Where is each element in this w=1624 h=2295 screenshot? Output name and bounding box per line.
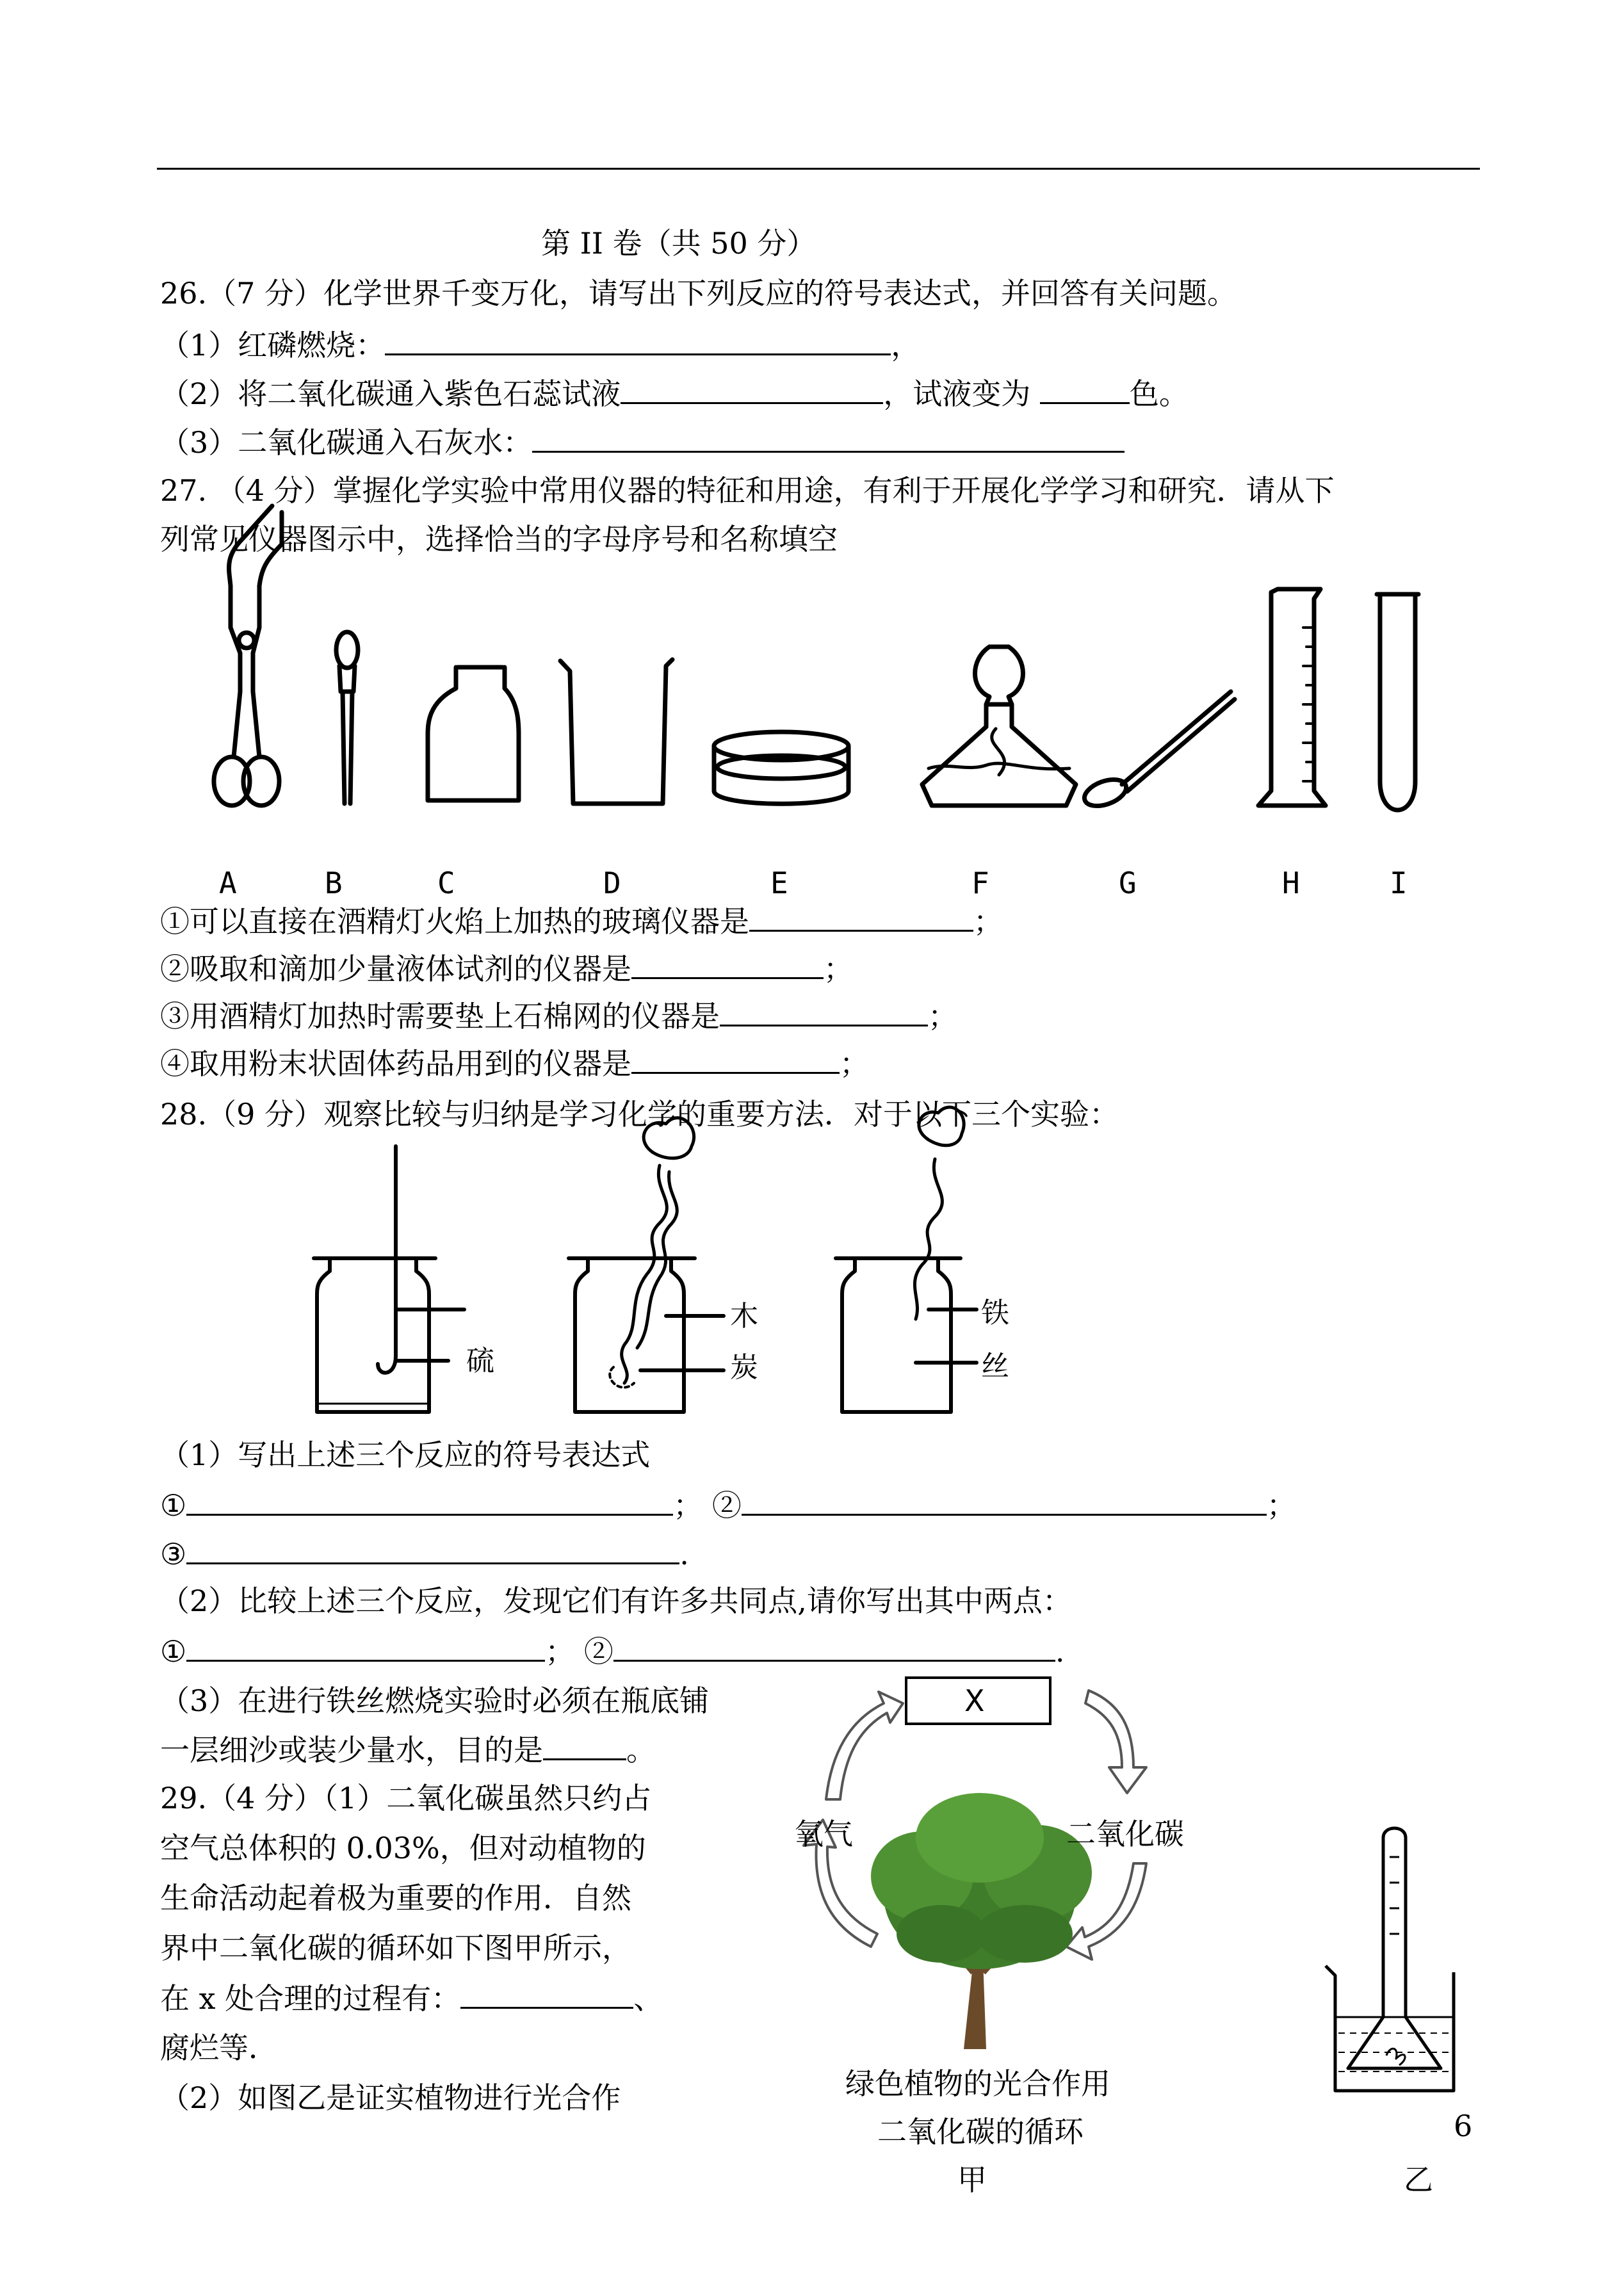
q27-item2-text: ②吸取和滴加少量液体试剂的仪器是 (160, 952, 631, 986)
label-i: I (1390, 866, 1408, 900)
q26-part1-label: （1）红磷燃烧： (160, 328, 386, 362)
q28-part3-line1: （3）在进行铁丝燃烧实验时必须在瓶底铺 (160, 1683, 710, 1718)
q26-part2-mid: ，试液变为 (883, 377, 1031, 411)
label-h: H (1282, 866, 1300, 900)
label-c: C (437, 866, 455, 900)
q26-part1-end: ， (891, 328, 921, 362)
q27-item3-end: ； (928, 999, 957, 1034)
apparatus-icon (1326, 1828, 1454, 2091)
q29-line5-text: 在 x 处合理的过程有： (160, 1981, 461, 2016)
q26-part2-end: 色。 (1129, 377, 1189, 411)
charcoal-label-2: 炭 (730, 1351, 758, 1384)
label-b: B (325, 866, 343, 900)
line-end: 。 (626, 1733, 656, 1767)
q28-part1: （1）写出上述三个反应的符号表达式 (160, 1438, 651, 1472)
label-d: D (603, 866, 621, 900)
q28-part2: （2）比较上述三个反应，发现它们有许多共同点,请你写出其中两点： (160, 1584, 1072, 1618)
circled-2: ② (583, 1634, 613, 1669)
fig-b-caption: 乙 (1404, 2162, 1433, 2197)
q28-part3-text: 一层细沙或装少量水，目的是 (160, 1733, 543, 1767)
q29-line7: （2）如图乙是证实植物进行光合作 (160, 2080, 621, 2115)
q27-item4-text: ④取用粉末状固体药品用到的仪器是 (160, 1046, 631, 1081)
circled-3: ③ (160, 1537, 187, 1571)
line-end: . (1055, 1634, 1065, 1669)
q29-line4: 界中二氧化碳的循环如下图甲所示， (160, 1931, 631, 1965)
q29-line6: 腐烂等． (160, 2031, 278, 2065)
x-label: X (964, 1683, 985, 1718)
q27-item4-end: ； (840, 1046, 869, 1081)
circled-2: ② (711, 1488, 742, 1523)
line-end: . (679, 1537, 689, 1571)
q29-line3: 生命活动起着极为重要的作用．自然 (160, 1881, 631, 1915)
q28-stem: 28.（9 分）观察比较与归纳是学习化学的重要方法．对于以下三个实验： (160, 1097, 1119, 1131)
section-title: 第 II 卷（共 50 分） (541, 226, 816, 261)
q27-item1-end: ； (973, 904, 1003, 939)
circled-1: ① (160, 1634, 187, 1669)
oxygen-label: 氧气 (794, 1817, 853, 1851)
charcoal-label-1: 木 (730, 1300, 758, 1333)
q27-item1-text: ①可以直接在酒精灯火焰上加热的玻璃仪器是 (160, 904, 749, 939)
q27-stem-line1: 27. （4 分）掌握化学实验中常用仪器的特征和用途，有利于开展化学学习和研究．请从下 (160, 473, 1335, 508)
sulfur-label: 硫 (466, 1345, 494, 1377)
iron-label-2: 丝 (981, 1350, 1009, 1383)
separator: ； (673, 1488, 703, 1523)
label-f: F (971, 866, 989, 900)
q27-item2-end: ； (824, 952, 853, 986)
cycle-caption-2: 二氧化碳的循环 (877, 2114, 1084, 2149)
label-a: A (219, 866, 237, 900)
page-number: 6 (1454, 2109, 1473, 2143)
label-g: G (1119, 866, 1137, 900)
label-e: E (770, 866, 788, 900)
q26-stem: 26.（7 分）化学世界千变万化，请写出下列反应的符号表达式，并回答有关问题。 (160, 276, 1237, 311)
circled-1: ① (160, 1488, 187, 1523)
iron-label-1: 铁 (981, 1297, 1009, 1329)
co2-label: 二氧化碳 (1066, 1817, 1184, 1851)
q29-line1: 29.（4 分）（1）二氧化碳虽然只约占 (160, 1781, 652, 1815)
cycle-caption-3: 甲 (957, 2162, 987, 2197)
q27-item3-text: ③用酒精灯加热时需要垫上石棉网的仪器是 (160, 999, 720, 1034)
cycle-caption-1: 绿色植物的光合作用 (845, 2066, 1110, 2101)
line-end: ； (1266, 1488, 1296, 1523)
q29-line2: 空气总体积的 0.03%，但对动植物的 (160, 1831, 646, 1865)
q26-part2-label: （2）将二氧化碳通入紫色石蕊试液 (160, 377, 621, 411)
q27-stem-line2: 列常见仪器图示中，选择恰当的字母序号和名称填空 (160, 522, 838, 556)
q26-part3-label: （3）二氧化碳通入石灰水： (160, 425, 533, 460)
line-end: 、 (633, 1981, 663, 2016)
separator: ； (545, 1634, 575, 1669)
